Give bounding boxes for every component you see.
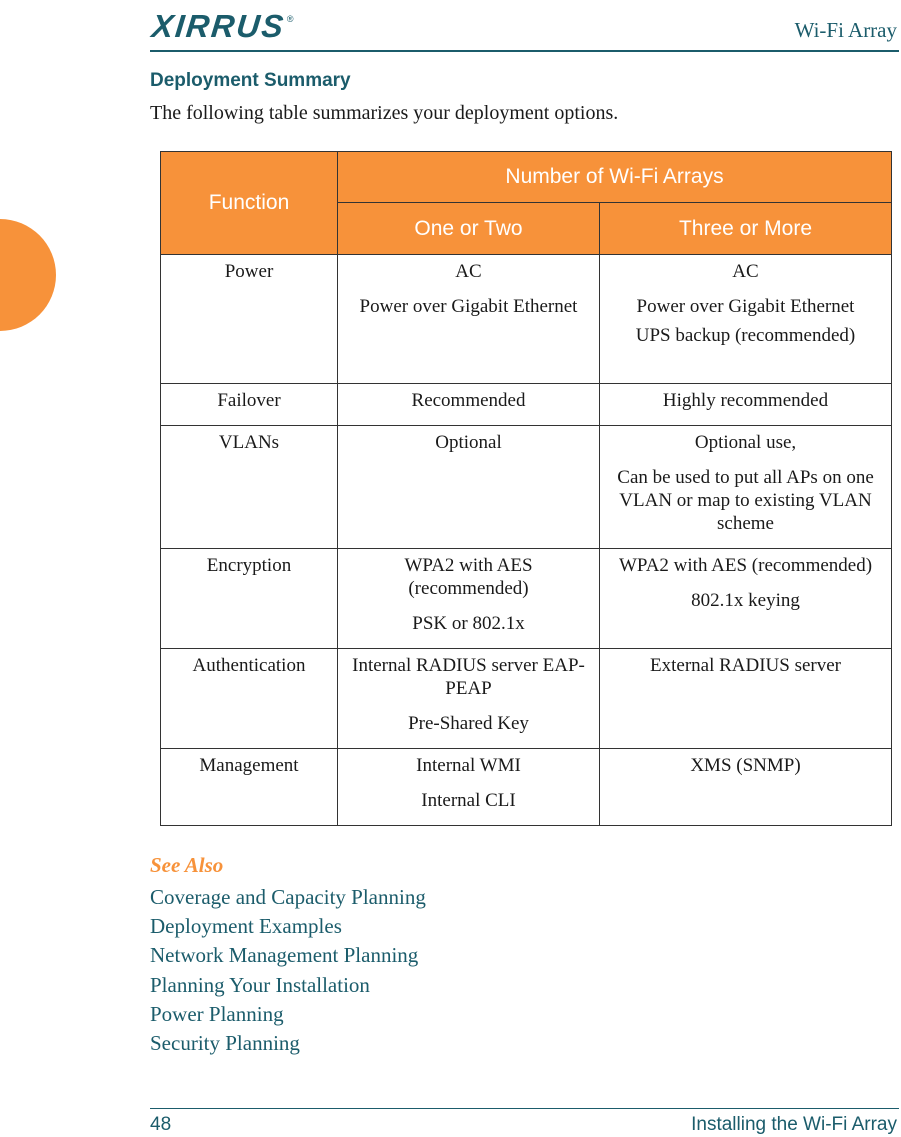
table-row: [161, 255, 892, 384]
link-deployment-examples[interactable]: Deployment Examples: [150, 914, 342, 939]
page-number: 48: [150, 1114, 172, 1135]
table-row: [161, 426, 892, 549]
row-function-cell: Authentication: [161, 649, 338, 749]
see-also-links: [150, 883, 426, 1058]
row-one-or-two-cell: AC Power over Gigabit Ethernet: [338, 255, 600, 384]
row-one-or-two-cell: Internal WMI Internal CLI: [338, 749, 600, 826]
see-also-heading: See Also: [150, 853, 224, 877]
row-three-or-more-cell: XMS (SNMP): [600, 749, 892, 826]
table-row: [161, 384, 892, 426]
link-planning-your-installation[interactable]: Planning Your Installation: [150, 972, 370, 997]
row-three-or-more-cell: WPA2 with AES (recommended) 802.1x keying: [600, 549, 892, 649]
table-row: [161, 649, 892, 749]
row-three-or-more-cell: Optional use, Can be used to put all APs on one VLAN or map to existing VLAN scheme: [600, 426, 892, 549]
row-three-or-more-cell: AC Power over Gigabit Ethernet UPS backup (recommended): [600, 255, 892, 384]
row-one-or-two-cell: Recommended: [338, 384, 600, 426]
footer-title: Installing the Wi-Fi Array: [691, 1114, 897, 1135]
header-three-or-more: Three or More: [600, 203, 892, 255]
row-function-cell: Power: [161, 255, 338, 384]
header-title: Wi-Fi Array: [794, 18, 897, 42]
intro-paragraph: The following table summarizes your deployment options.: [150, 102, 619, 124]
row-one-or-two-cell: WPA2 with AES (recommended) PSK or 802.1x: [338, 549, 600, 649]
logo-text: XIRRUS: [150, 7, 287, 44]
row-three-or-more-cell: External RADIUS server: [600, 649, 892, 749]
row-function-cell: Encryption: [161, 549, 338, 649]
xirrus-logo: [152, 8, 294, 44]
chapter-tab-marker: [0, 219, 56, 331]
row-three-or-more-cell: Highly recommended: [600, 384, 892, 426]
row-one-or-two-cell: Optional: [338, 426, 600, 549]
row-one-or-two-cell: Internal RADIUS server EAP-PEAP Pre-Shared Key: [338, 649, 600, 749]
link-power-planning[interactable]: Power Planning: [150, 1001, 284, 1026]
header-number-of-arrays: Number of Wi-Fi Arrays: [338, 152, 892, 203]
link-coverage-capacity-planning[interactable]: Coverage and Capacity Planning: [150, 885, 426, 909]
header-function: Function: [161, 152, 338, 255]
table-row: [161, 749, 892, 826]
logo-registered-mark: ®: [286, 14, 294, 24]
header-divider: [150, 50, 899, 52]
deployment-summary-table: [160, 151, 892, 826]
row-function-cell: Management: [161, 749, 338, 826]
row-function-cell: Failover: [161, 384, 338, 426]
header-one-or-two: One or Two: [338, 203, 600, 255]
row-function-cell: VLANs: [161, 426, 338, 549]
link-security-planning[interactable]: Security Planning: [150, 1031, 300, 1056]
link-network-management-planning[interactable]: Network Management Planning: [150, 943, 419, 968]
footer-divider: [150, 1108, 899, 1109]
table-row: [161, 549, 892, 649]
section-heading: Deployment Summary: [150, 70, 351, 91]
